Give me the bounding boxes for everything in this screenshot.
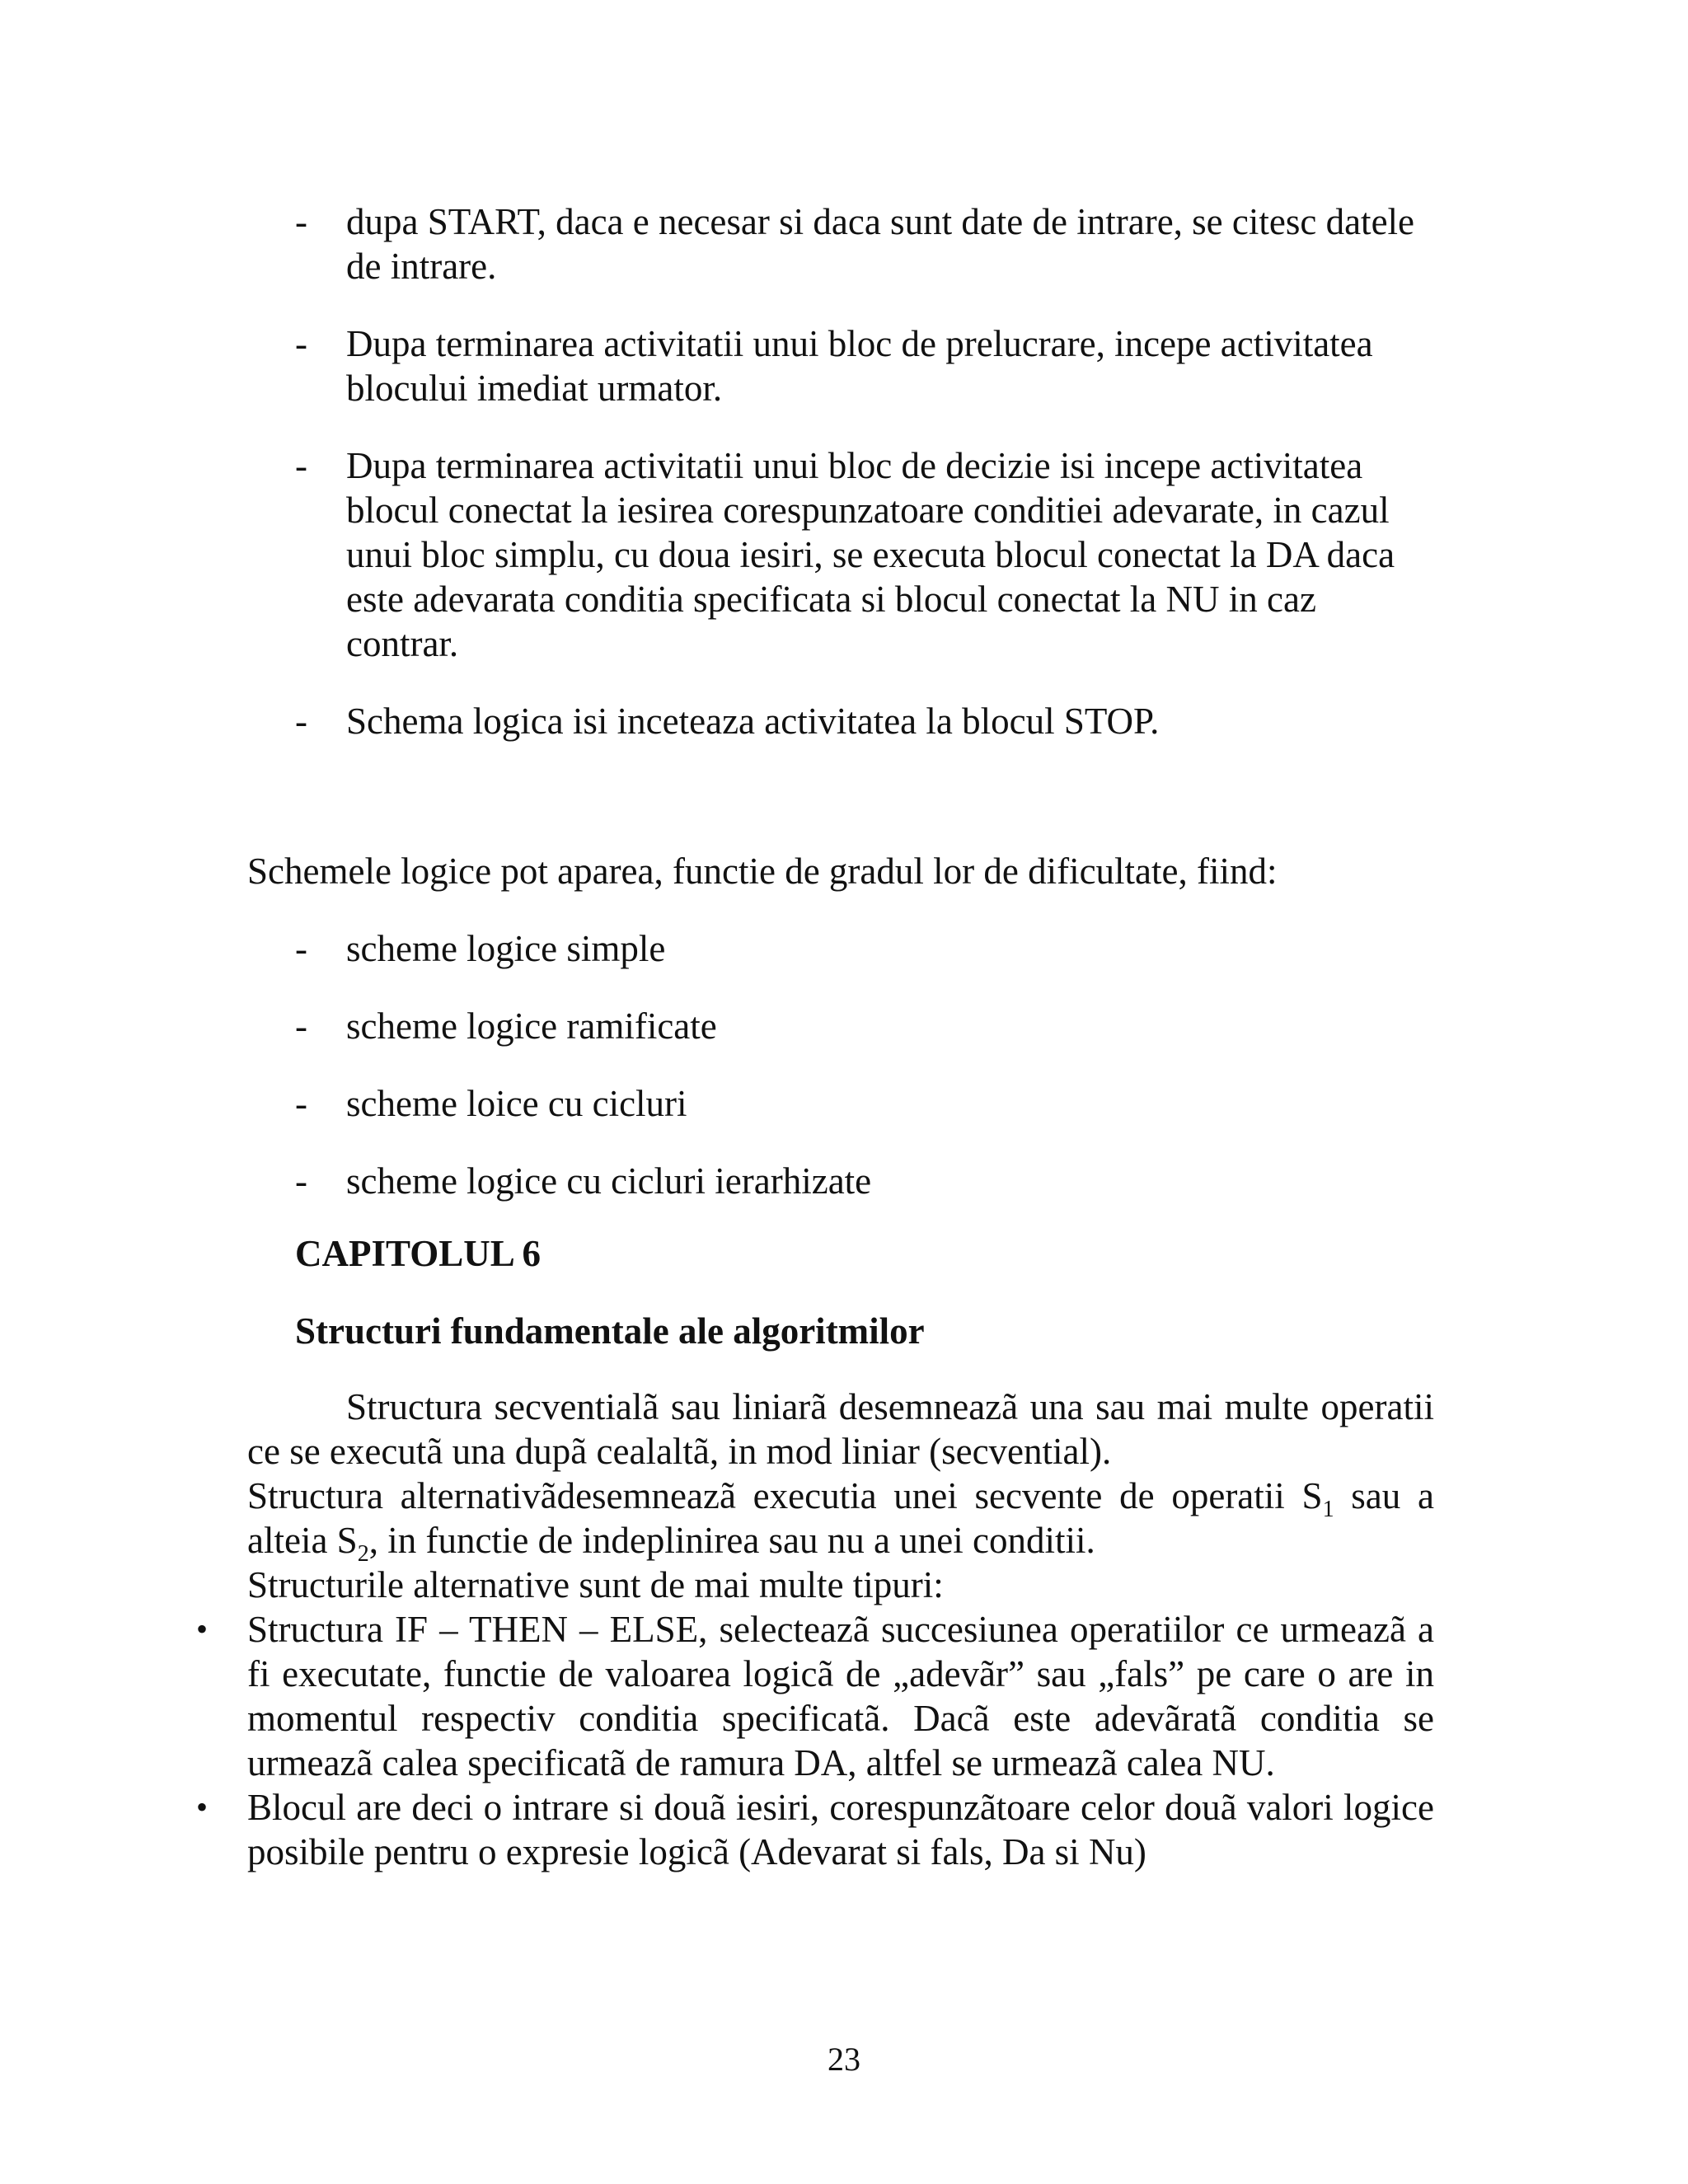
dash-marker: - xyxy=(295,445,307,486)
chapter-body xyxy=(196,1385,1434,1874)
list-item xyxy=(196,1607,1434,1785)
bullet-text: Blocul are deci o intrare si douã iesiri, corespunzãtoare celor douã valori logice posibile pentru o expresie logicã (Adevarat si fals, Da si Nu) xyxy=(247,1787,1434,1872)
dash-marker: - xyxy=(295,1083,307,1124)
paragraph-types: Structurile alternative sunt de mai multe tipuri: xyxy=(247,1564,944,1605)
list-item xyxy=(295,1004,1432,1048)
list-item xyxy=(295,199,1432,288)
rule-text: Dupa terminarea activitatii unui bloc de decizie isi incepe activitatea blocul conectat la iesirea corespunzatoare conditiei adevarate, in cazul unui bloc simplu, cu doua iesiri, se executa blocul conectat la DA daca este adevarata conditia specificata si blocul conectat la NU in caz contrar. xyxy=(346,445,1395,664)
list-item xyxy=(295,1159,1432,1203)
bullet-list xyxy=(196,1607,1434,1874)
chapter-number: CAPITOLUL 6 xyxy=(295,1233,541,1274)
list-item xyxy=(295,443,1432,666)
paragraph-alternative xyxy=(247,1474,1434,1567)
intro-paragraph: Schemele logice pot aparea, functie de gradul lor de dificultate, fiind: xyxy=(247,851,1278,892)
type-text: scheme logice simple xyxy=(346,928,666,969)
rule-text: Schema logica isi inceteaza activitatea la blocul STOP. xyxy=(346,701,1160,742)
list-item xyxy=(295,1081,1432,1126)
dash-marker: - xyxy=(295,201,307,242)
list-item xyxy=(295,321,1432,410)
type-text: scheme logice ramificate xyxy=(346,1005,717,1047)
subscript: 1 xyxy=(1322,1497,1334,1522)
paragraph-sequential: Structura secventialã sau liniarã desemneazã una sau mai multe operatii ce se executã una dupã cealaltã, in mod liniar (secvential). xyxy=(247,1386,1434,1472)
page-number: 23 xyxy=(828,2041,860,2078)
bullet-marker: • xyxy=(196,1788,209,1825)
rule-text: Dupa terminarea activitatii unui bloc de prelucrare, incepe activitatea blocului imediat urmator. xyxy=(346,323,1373,409)
list-item xyxy=(295,926,1432,971)
dash-marker: - xyxy=(295,1005,307,1047)
dash-marker: - xyxy=(295,323,307,364)
list-item xyxy=(295,699,1432,743)
chapter-title: Structuri fundamentale ale algoritmilor xyxy=(295,1310,925,1352)
types-list xyxy=(295,926,1432,1236)
list-item xyxy=(196,1785,1434,1874)
dash-marker: - xyxy=(295,928,307,969)
bullet-text: Structura IF – THEN – ELSE, selecteazã succesiunea operatiilor ce urmeazã a fi executate, functie de valoarea logicã de „adevãr” sau „fals” pe care o are in momentul respectiv conditia specificatã. Dacã este adevãratã conditia se urmeazã calea specificatã de ramura DA, altfel se urmeazã calea NU. xyxy=(247,1609,1434,1783)
subscript: 2 xyxy=(357,1541,369,1567)
dash-marker: - xyxy=(295,1160,307,1202)
type-text: scheme logice cu cicluri ierarhizate xyxy=(346,1160,872,1202)
type-text: scheme loice cu cicluri xyxy=(346,1083,687,1124)
rules-list xyxy=(295,199,1432,776)
bullet-marker: • xyxy=(196,1610,209,1647)
rule-text: dupa START, daca e necesar si daca sunt date de intrare, se citesc datele de intrare. xyxy=(346,201,1415,287)
paragraph-text: Structura alternativãdesemneazã executia unei secvente de operatii S xyxy=(247,1475,1323,1516)
dash-marker: - xyxy=(295,701,307,742)
paragraph-text: sau a alteia S xyxy=(247,1475,1434,1561)
paragraph-text: , in functie de indeplinirea sau nu a unei conditii. xyxy=(368,1520,1095,1561)
